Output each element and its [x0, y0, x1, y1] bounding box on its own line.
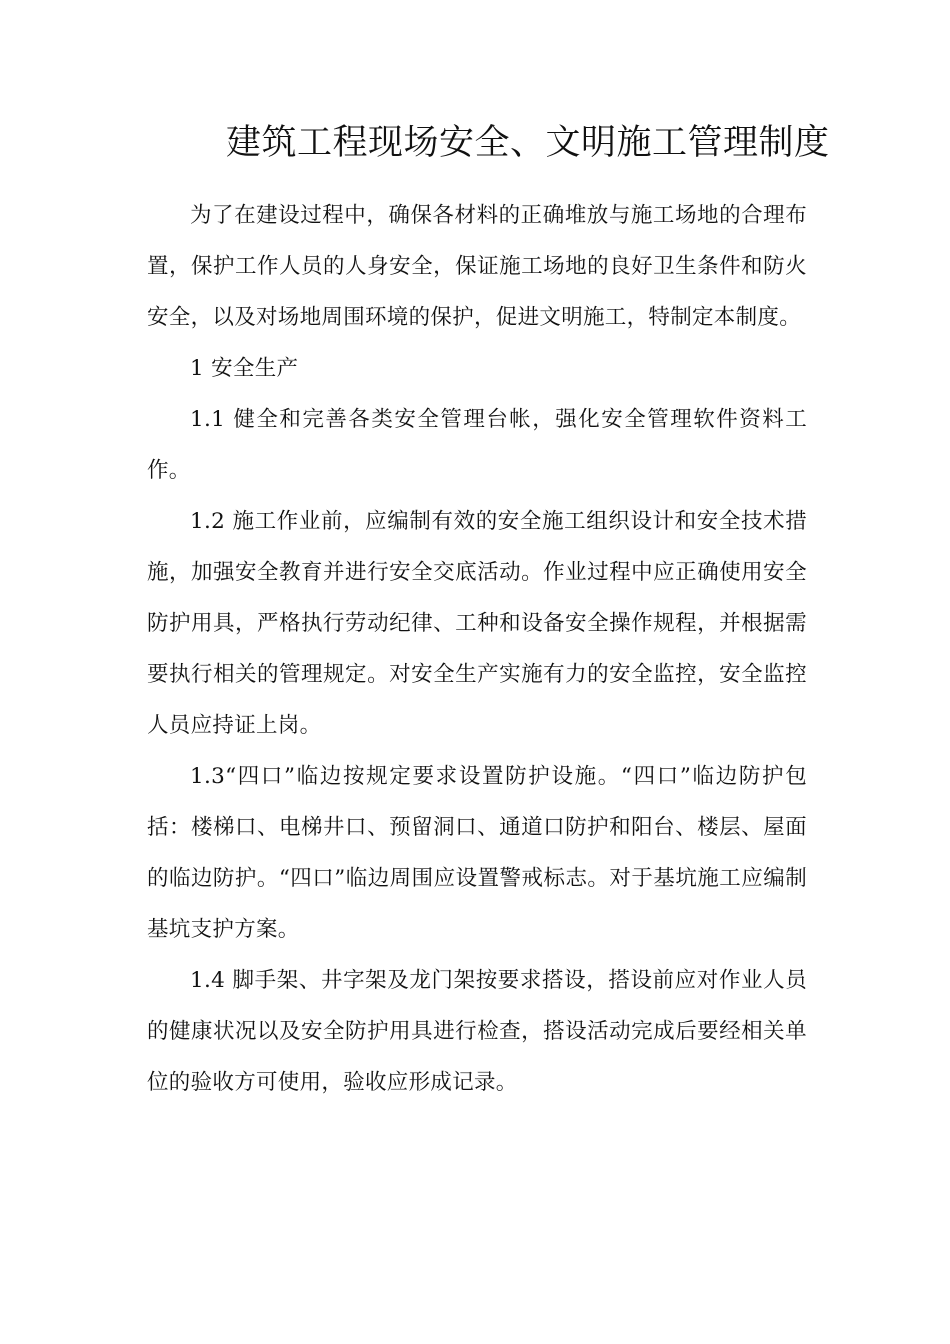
intro-paragraph: 为了在建设过程中，确保各材料的正确堆放与施工场地的合理布置，保护工作人员的人身安全，保证施工场地的良好卫生条件和防火安全，以及对场地周围环境的保护，促进文明施工，特制定本制度。	[147, 203, 807, 330]
section-heading-safety: 1 安全生产	[190, 356, 299, 381]
document-title: 建筑工程现场安全、文明施工管理制度	[226, 123, 830, 163]
clause-1-2: 1.2 施工作业前，应编制有效的安全施工组织设计和安全技术措施，加强安全教育并进行安全交底活动。作业过程中应正确使用安全防护用具，严格执行劳动纪律、工种和设备安全操作规程，并根据需要执行相关的管理规定。对安全生产实施有力的安全监控，安全监控人员应持证上岗。	[147, 509, 807, 738]
clause-1-4: 1.4 脚手架、井字架及龙门架按要求搭设，搭设前应对作业人员的健康状况以及安全防护用具进行检查，搭设活动完成后要经相关单位的验收方可使用，验收应形成记录。	[147, 968, 807, 1095]
clause-1-1: 1.1 健全和完善各类安全管理台帐，强化安全管理软件资料工作。	[147, 407, 807, 483]
document-body	[147, 190, 807, 1108]
clause-1-3: 1.3“四口”临边按规定要求设置防护设施。“四口”临边防护包括：楼梯口、电梯井口、预留洞口、通道口防护和阳台、楼层、屋面的临边防护。“四口”临边周围应设置警戒标志。对于基坑施工应编制基坑支护方案。	[147, 764, 807, 942]
